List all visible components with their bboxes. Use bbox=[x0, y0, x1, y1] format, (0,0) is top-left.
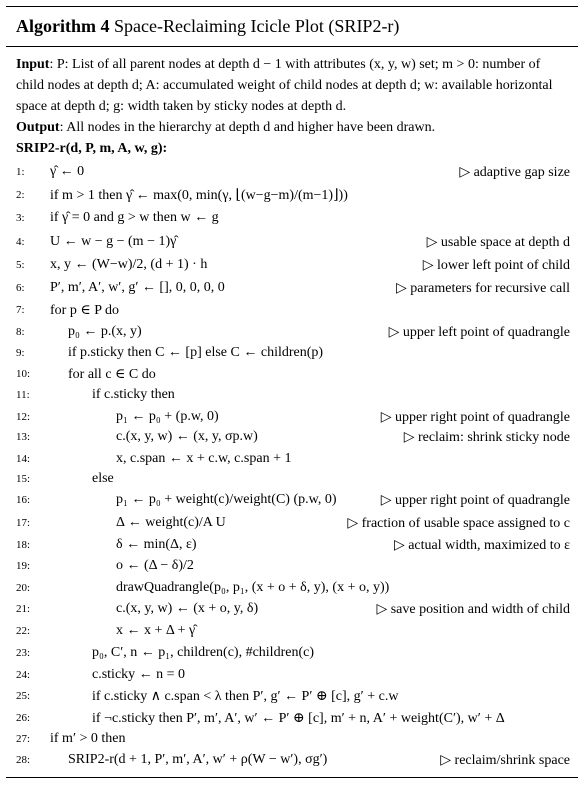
line-number: 1: bbox=[16, 166, 25, 178]
line-code: if c.sticky then bbox=[92, 387, 175, 402]
line-code: SRIP2-r(d + 1, P′, m′, A′, w′ + ρ(W − w′), σg′) bbox=[68, 752, 328, 767]
bottom-rule bbox=[6, 777, 578, 778]
line-comment: ▷ fraction of usable space assigned to c bbox=[347, 516, 570, 531]
line-number: 5: bbox=[16, 259, 25, 271]
line-number: 28: bbox=[16, 754, 31, 766]
line-comment: ▷ lower left point of child bbox=[422, 258, 570, 273]
line-number: 21: bbox=[16, 603, 31, 615]
line-number: 8: bbox=[16, 326, 25, 338]
line-comment: ▷ upper right point of quadrangle bbox=[380, 410, 570, 425]
input-text: P: List of all parent nodes at depth d − 1 with attributes (x, y, w) set; m > 0: number of child nodes at depth d; A: accumulated weight of child nodes at depth d; w: available horizontal space at depth d; g: width taken by sticky nodes at depth d. bbox=[16, 57, 553, 114]
line-number: 16: bbox=[16, 494, 31, 506]
top-rule bbox=[6, 6, 578, 7]
line-code: if m > 1 then γ̂ ← max(0, min(γ, ⌊(w−g−m)/(m−1)⌋)) bbox=[50, 188, 348, 203]
line-number: 4: bbox=[16, 236, 25, 248]
line-number: 6: bbox=[16, 282, 25, 294]
line-code: o ← (Δ − δ)/2 bbox=[116, 558, 194, 573]
line-code: x ← x + Δ + γ̂ bbox=[116, 623, 196, 638]
line-number: 7: bbox=[16, 304, 25, 316]
line-number: 23: bbox=[16, 647, 31, 659]
line-code: if m′ > 0 then bbox=[50, 731, 126, 746]
line-code: γ̂ ← 0 bbox=[50, 164, 85, 179]
line-number: 17: bbox=[16, 517, 31, 529]
line-comment: ▷ usable space at depth d bbox=[426, 235, 570, 250]
line-number: 25: bbox=[16, 690, 31, 702]
line-number: 11: bbox=[16, 389, 30, 401]
algorithm-title bbox=[16, 16, 399, 37]
line-comment: ▷ reclaim/shrink space bbox=[440, 753, 570, 768]
line-code: c.(x, y, w) ← (x, y, σp.w) bbox=[116, 429, 258, 444]
line-number: 24: bbox=[16, 669, 31, 681]
line-code: if ¬c.sticky then P′, m′, A′, w′ ← P′ ⊕ [c], m′ + n, A′ + weight(C′), w′ + Δ bbox=[92, 711, 505, 726]
line-number: 13: bbox=[16, 431, 31, 443]
line-code: Δ ← weight(c)/A U bbox=[116, 515, 226, 530]
line-comment: ▷ parameters for recursive call bbox=[395, 281, 570, 296]
line-comment: ▷ upper left point of quadrangle bbox=[388, 325, 570, 340]
line-code: if γ̂ = 0 and g > w then w ← g bbox=[50, 210, 219, 225]
line-number: 27: bbox=[16, 733, 31, 745]
title-rule bbox=[6, 46, 578, 47]
line-comment: ▷ save position and width of child bbox=[376, 602, 570, 617]
output-label: Output bbox=[16, 120, 60, 135]
line-number: 15: bbox=[16, 473, 31, 485]
line-code: c.(x, y, w) ← (x + o, y, δ) bbox=[116, 601, 259, 616]
line-code: P′, m′, A′, w′, g′ ← [], 0, 0, 0, 0 bbox=[50, 280, 225, 295]
input-label: Input bbox=[16, 57, 50, 72]
input-spec: Input: P: List of all parent nodes at depth d − 1 with attributes (x, y, w) set; m > 0: number of child nodes at depth d; A: accumulated weight of child nodes at depth d; w: available horizontal space at depth d; g: width taken by sticky nodes at depth d. bbox=[16, 57, 553, 114]
function-signature: SRIP2-r(d, P, m, A, w, g): bbox=[16, 141, 168, 156]
line-comment: ▷ reclaim: shrink sticky node bbox=[403, 430, 570, 445]
output-spec: Output: All nodes in the hierarchy at depth d and higher have been drawn. bbox=[16, 120, 436, 135]
line-code: for p ∈ P do bbox=[50, 303, 119, 318]
line-code: δ ← min(Δ, ε) bbox=[116, 537, 197, 552]
line-comment: ▷ upper right point of quadrangle bbox=[380, 493, 570, 508]
line-number: 10: bbox=[16, 368, 31, 380]
line-number: 9: bbox=[16, 347, 25, 359]
line-code: x, y ← (W−w)/2, (d + 1) · h bbox=[50, 257, 208, 272]
line-number: 26: bbox=[16, 712, 31, 724]
line-code: drawQuadrangle(p₀, p₁, (x + o + δ, y), (x + o, y)) bbox=[116, 580, 390, 595]
line-number: 22: bbox=[16, 625, 31, 637]
line-number: 18: bbox=[16, 539, 31, 551]
line-code: p₁ ← p₀ + (p.w, 0) bbox=[116, 409, 219, 424]
line-code: if p.sticky then C ← [p] else C ← children(p) bbox=[68, 345, 324, 360]
line-code: U ← w − g − (m − 1)γ̂ bbox=[50, 234, 177, 249]
line-code: p₀ ← p.(x, y) bbox=[68, 324, 142, 339]
line-code: for all c ∈ C do bbox=[68, 367, 156, 382]
line-comment: ▷ adaptive gap size bbox=[459, 165, 570, 180]
line-code: if c.sticky ∧ c.span < λ then P′, g′ ← P′ ⊕ [c], g′ + c.w bbox=[92, 689, 399, 704]
line-number: 3: bbox=[16, 212, 25, 224]
line-code: else bbox=[92, 471, 114, 486]
algorithm-name: Space-Reclaiming Icicle Plot (SRIP2-r) bbox=[114, 16, 400, 36]
line-comment: ▷ actual width, maximized to ε bbox=[393, 538, 570, 553]
line-code: x, c.span ← x + c.w, c.span + 1 bbox=[116, 451, 292, 466]
line-code: c.sticky ← n = 0 bbox=[92, 667, 186, 682]
algorithm-label: Algorithm 4 bbox=[16, 16, 110, 36]
line-code: p₀, C′, n ← p₁, children(c), #children(c) bbox=[92, 645, 314, 660]
line-number: 14: bbox=[16, 453, 31, 465]
line-number: 12: bbox=[16, 411, 31, 423]
line-number: 19: bbox=[16, 560, 31, 572]
line-number: 20: bbox=[16, 582, 31, 594]
line-code: p₁ ← p₀ + weight(c)/weight(C) (p.w, 0) bbox=[116, 492, 337, 507]
line-number: 2: bbox=[16, 189, 25, 201]
output-text: All nodes in the hierarchy at depth d and higher have been drawn. bbox=[66, 120, 436, 135]
algorithm-box bbox=[6, 4, 578, 780]
